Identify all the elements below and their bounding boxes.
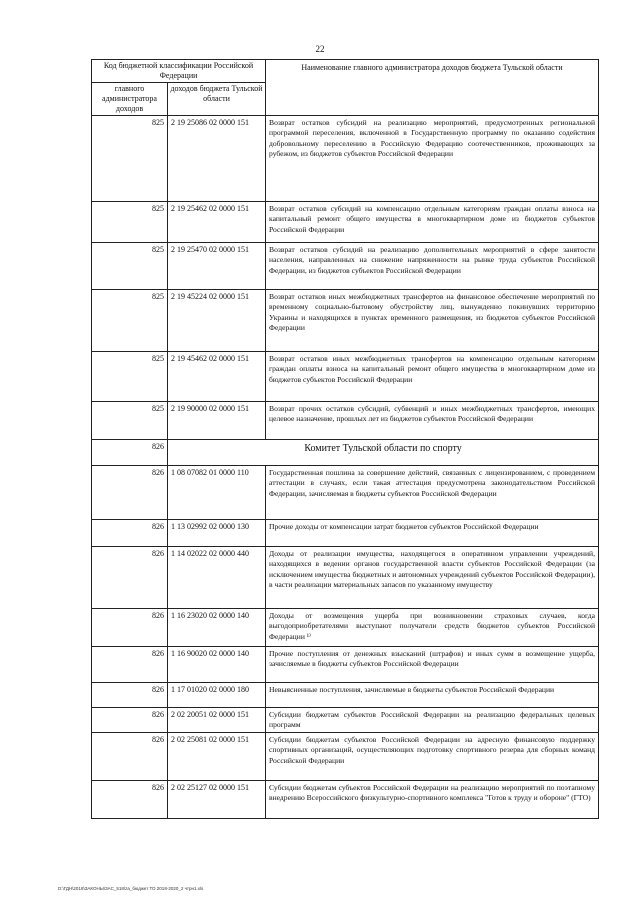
budget-classification-table [91, 59, 599, 819]
income-description: Возврат остатков субсидий на компенсацию отдельным категориям граждан оплаты взноса на капитальный ремонт общего имущества в многоквартирном доме из бюджетов субъектов Российской Федерации [266, 202, 599, 243]
admin-code: 826 [92, 609, 168, 647]
income-code: 1 17 01020 02 0000 180 [168, 683, 266, 708]
income-code: 2 19 45224 02 0000 151 [168, 290, 266, 352]
income-description: Возврат остатков субсидий на реализацию мероприятий, предусмотренных региональной программой переселения, включенной в Государственную программу по оказанию содействия добровольному переселению в Российскую Федерацию соотечественников, проживающих за рубежом, из бюджетов субъектов Российской Федерации [266, 116, 599, 202]
admin-code: 825 [92, 116, 168, 202]
section-admin-code: 826 [92, 440, 168, 466]
admin-code: 825 [92, 202, 168, 243]
table-row [92, 202, 599, 243]
admin-code: 826 [92, 547, 168, 609]
income-code: 1 16 90020 02 0000 140 [168, 647, 266, 683]
income-description: Субсидии бюджетам субъектов Российской Федерации на реализацию мероприятий по поэтапному внедрению Всероссийского физкультурно-спортивного комплекса "Готов к труду и обороне" (ГТО) [266, 781, 599, 819]
income-code: 2 02 25127 02 0000 151 [168, 781, 266, 819]
admin-code: 825 [92, 352, 168, 402]
admin-code: 826 [92, 520, 168, 547]
income-code: 2 02 20051 02 0000 151 [168, 708, 266, 733]
admin-code: 825 [92, 402, 168, 440]
income-description: Доходы от возмещения ущерба при возникновении страховых случаев, когда выгодоприобретателями выступают получатели средств бюджетов субъектов Российской Федерации ¹⁾ [266, 609, 599, 647]
admin-code: 826 [92, 466, 168, 520]
section-title: Комитет Тульской области по спорту [168, 440, 599, 466]
table-row [92, 243, 599, 290]
table-row [92, 781, 599, 819]
income-description: Доходы от реализации имущества, находящегося в оперативном управлении учреждений, находящихся в ведении органов государственной власти субъектов Российской Федерации (за исключением имущества бюджетных и автономных учреждений субъектов Российской Федерации), в части реализации материальных запасов по указанному имуществу [266, 547, 599, 609]
income-code: 1 13 02992 02 0000 130 [168, 520, 266, 547]
table-row [92, 708, 599, 733]
income-code: 2 19 45462 02 0000 151 [168, 352, 266, 402]
income-code: 1 16 23020 02 0000 140 [168, 609, 266, 647]
income-description: Невыясненные поступления, зачисляемые в бюджеты субъектов Российской Федерации [266, 683, 599, 708]
file-path-footer: D:\ГДН\2018\ЗАКОНЫ\ЗАС_518\zа_бюджет ТО 2018-2020_2 чтрн1.xls [58, 886, 204, 891]
income-code: 2 19 25470 02 0000 151 [168, 243, 266, 290]
income-code: 2 19 25086 02 0000 151 [168, 116, 266, 202]
income-description: Возврат остатков субсидий на реализацию дополнительных мероприятий в сфере занятости населения, направленных на снижение напряженности на рынке труда субъектов Российской Федерации, из бюджетов субъектов Российской Федерации [266, 243, 599, 290]
table-row [92, 352, 599, 402]
table-row [92, 520, 599, 547]
admin-code: 826 [92, 708, 168, 733]
income-description: Возврат прочих остатков субсидий, субвенций и иных межбюджетных трансфертов, имеющих целевое назначение, прошлых лет из бюджетов субъектов Российской Федерации [266, 402, 599, 440]
admin-code: 826 [92, 647, 168, 683]
table-row [92, 609, 599, 647]
income-code: 1 14 02022 02 0000 440 [168, 547, 266, 609]
income-description: Прочие доходы от компенсации затрат бюджетов субъектов Российской Федерации [266, 520, 599, 547]
admin-code: 826 [92, 733, 168, 781]
income-description: Государственная пошлина за совершение действий, связанных с лицензированием, с проведением аттестации в случаях, если такая аттестация предусмотрена законодательством Российской Федерации, зачисляемая в бюджеты субъектов Российской Федерации [266, 466, 599, 520]
header-admin-name: Наименование главного администратора доходов бюджета Тульской области [266, 60, 599, 116]
table-body [92, 116, 599, 819]
table-row [92, 647, 599, 683]
income-description: Субсидии бюджетам субъектов Российской Федерации на адресную финансовую поддержку спортивных организаций, осуществляющих подготовку спортивного резерва для сборных команд Российской Федерации [266, 733, 599, 781]
header-income-code: доходов бюджета Тульской области [168, 83, 266, 116]
income-code: 2 19 25462 02 0000 151 [168, 202, 266, 243]
income-description: Возврат остатков иных межбюджетных трансфертов на компенсацию отдельным категориям граждан оплаты взноса на капитальный ремонт общего имущества в многоквартирном доме из бюджетов субъектов Российской Федерации [266, 352, 599, 402]
admin-code: 826 [92, 781, 168, 819]
income-description: Прочие поступления от денежных взысканий (штрафов) и иных сумм в возмещение ущерба, зачисляемые в бюджеты субъектов Российской Федерации [266, 647, 599, 683]
header-chief-admin: главного администратора доходов [92, 83, 168, 116]
income-code: 2 19 90000 02 0000 151 [168, 402, 266, 440]
section-row [92, 440, 599, 466]
table-row [92, 547, 599, 609]
table-row [92, 733, 599, 781]
income-code: 2 02 25081 02 0000 151 [168, 733, 266, 781]
admin-code: 826 [92, 683, 168, 708]
table-row [92, 683, 599, 708]
table-row [92, 402, 599, 440]
page-number: 22 [315, 44, 325, 54]
table-row [92, 116, 599, 202]
income-code: 1 08 07082 01 0000 110 [168, 466, 266, 520]
income-description: Субсидии бюджетам субъектов Российской Федерации на реализацию федеральных целевых программ [266, 708, 599, 733]
header-row [92, 60, 599, 83]
table-row [92, 466, 599, 520]
admin-code: 825 [92, 290, 168, 352]
admin-code: 825 [92, 243, 168, 290]
income-description: Возврат остатков иных межбюджетных трансфертов на финансовое обеспечение мероприятий по временному социально-бытовому обустройству лиц, вынужденно покинувших территорию Украины и находящихся в пунктах временного размещения, из бюджетов субъектов Российской Федерации [266, 290, 599, 352]
header-classification-code: Код бюджетной классификации Российской Федерации [92, 60, 266, 83]
table-row [92, 290, 599, 352]
